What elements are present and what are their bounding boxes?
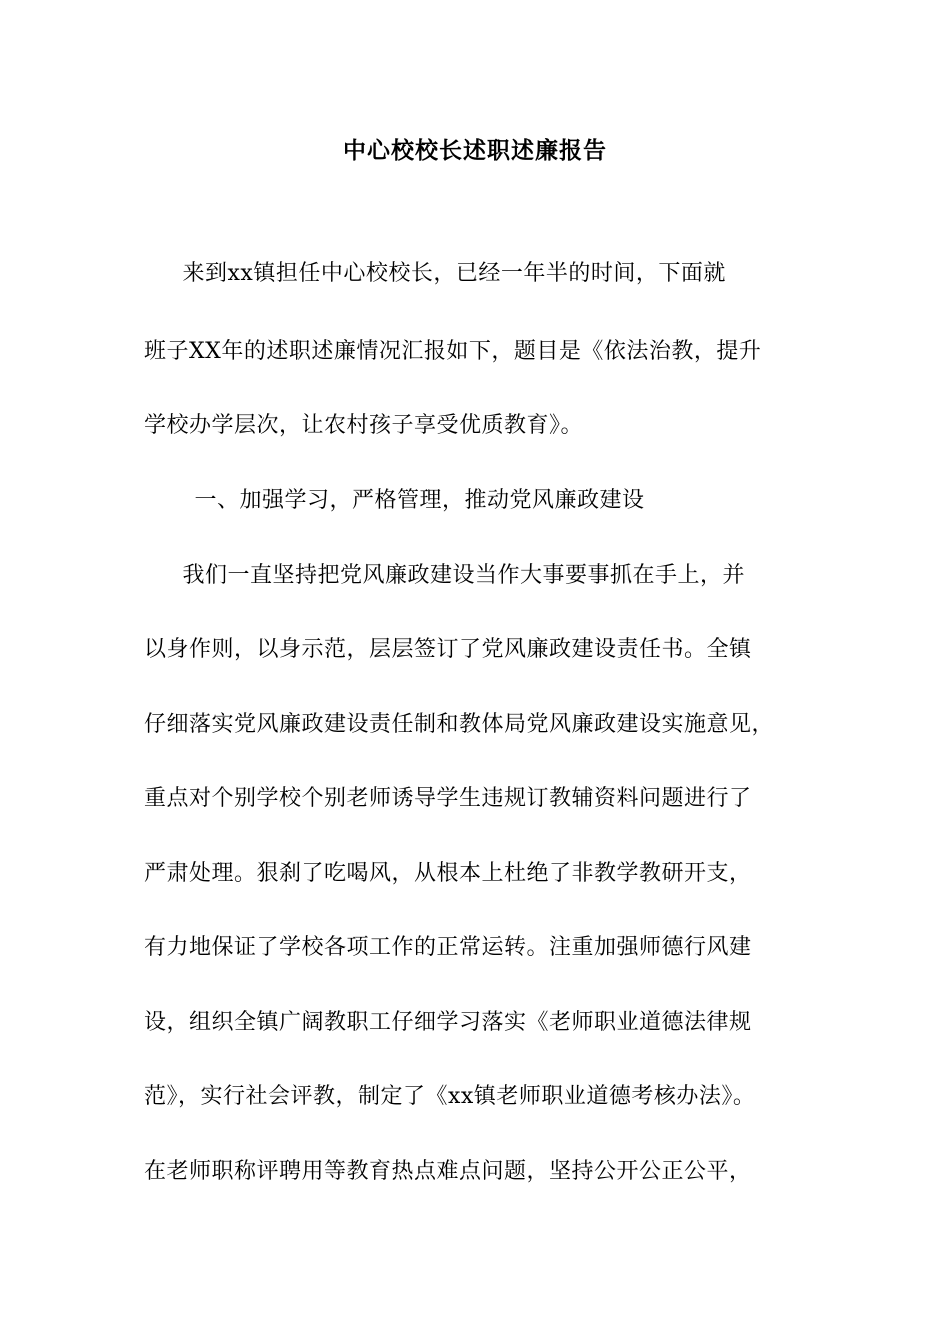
paragraph-line: 严肃处理。狠刹了吃喝风，从根本上杜绝了非教学教研开支， <box>144 861 752 886</box>
paragraph-line: 来到xx镇担任中心校校长，已经一年半的时间，下面就 <box>160 261 726 286</box>
paragraph-line: 重点对个别学校个别老师诱导学生违规订教辅资料问题进行了 <box>144 786 752 811</box>
section-heading: 一、加强学习，严格管理，推动党风廉政建设 <box>172 488 645 513</box>
document-title: 中心校校长述职述廉报告 <box>343 137 607 164</box>
paragraph-line: 在老师职称评聘用等教育热点难点问题，坚持公开公正公平， <box>144 1159 752 1184</box>
paragraph-line: 范》，实行社会评教，制定了《xx镇老师职业道德考核办法》。 <box>144 1084 756 1109</box>
paragraph-line: 班子XX年的述职述廉情况汇报如下，题目是《依法治教，提升 <box>144 339 762 364</box>
paragraph-line: 以身作则，以身示范，层层签订了党风廉政建设责任书。全镇 <box>144 637 752 662</box>
paragraph-line: 设，组织全镇广阔教职工仔细学习落实《老师职业道德法律规 <box>144 1010 752 1035</box>
paragraph-line: 学校办学层次，让农村孩子享受优质教育》。 <box>144 413 584 438</box>
paragraph-line: 我们一直坚持把党风廉政建设当作大事要事抓在手上，并 <box>160 563 746 588</box>
paragraph-line: 仔细落实党风廉政建设责任制和教体局党风廉政建设实施意见， <box>144 712 775 737</box>
paragraph-line: 有力地保证了学校各项工作的正常运转。注重加强师德行风建 <box>144 935 752 960</box>
